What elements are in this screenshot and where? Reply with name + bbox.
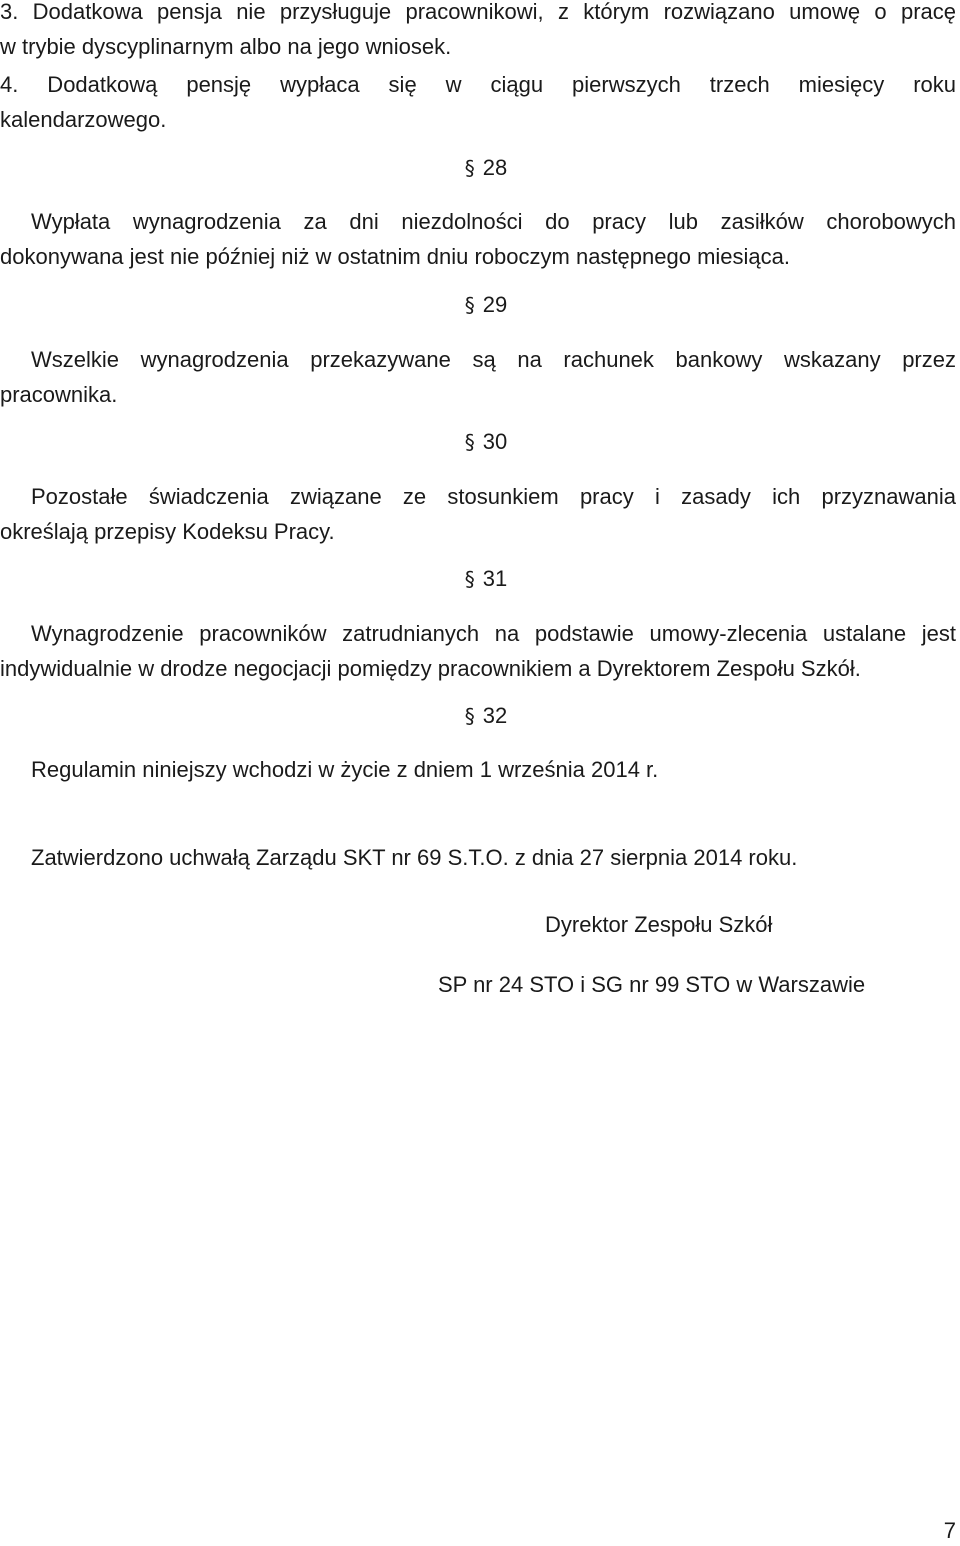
section-heading-28 xyxy=(0,153,960,183)
list-item-4 xyxy=(0,67,956,137)
section-30-line-1: Pozostałe świadczenia związane ze stosunkiem pracy i zasady ich przyznawania xyxy=(31,484,956,509)
section-31-text xyxy=(0,616,956,686)
signature-title: Dyrektor Zespołu Szkół xyxy=(545,912,773,937)
section-28-line-2: dokonywana jest nie później niż w ostatnim dniu roboczym następnego miesiąca. xyxy=(0,244,790,269)
section-heading-30 xyxy=(0,427,960,457)
list-item-4-line-2: kalendarzowego. xyxy=(0,107,167,132)
section-number: 30 xyxy=(482,429,508,454)
section-sign-icon: § xyxy=(464,156,475,180)
section-32-text: Regulamin niniejszy wchodzi w życie z dniem 1 września 2014 r. xyxy=(31,757,659,782)
list-item-3 xyxy=(0,0,956,64)
list-item-4-line-1: 4. Dodatkową pensję wypłaca się w ciągu pierwszych trzech miesięcy roku xyxy=(0,72,956,97)
list-item-3-line-1: 3. Dodatkowa pensja nie przysługuje pracownikowi, z którym rozwiązano umowę o pracę xyxy=(0,0,956,24)
section-heading-29 xyxy=(0,290,960,320)
section-heading-31 xyxy=(0,564,960,594)
section-number: 31 xyxy=(482,566,508,591)
section-30-text xyxy=(0,479,956,549)
section-29-line-1: Wszelkie wynagrodzenia przekazywane są na rachunek bankowy wskazany przez xyxy=(31,347,956,372)
section-28-text xyxy=(0,204,956,274)
section-number: 29 xyxy=(482,292,508,317)
section-sign-icon: § xyxy=(464,430,475,454)
section-number: 32 xyxy=(482,703,508,728)
section-29-line-2: pracownika. xyxy=(0,382,118,407)
section-30-line-2: określają przepisy Kodeksu Pracy. xyxy=(0,519,335,544)
approval-statement: Zatwierdzono uchwałą Zarządu SKT nr 69 S.T.O. z dnia 27 sierpnia 2014 roku. xyxy=(31,845,798,870)
page-number: 7 xyxy=(943,1518,956,1543)
section-sign-icon: § xyxy=(464,567,475,591)
section-number: 28 xyxy=(482,155,508,180)
section-31-line-2: indywidualnie w drodze negocjacji pomiędzy pracownikiem a Dyrektorem Zespołu Szkół. xyxy=(0,656,861,681)
signature-school: SP nr 24 STO i SG nr 99 STO w Warszawie xyxy=(438,972,866,997)
list-item-3-line-2: w trybie dyscyplinarnym albo na jego wniosek. xyxy=(0,34,452,59)
section-heading-32 xyxy=(0,701,960,731)
section-sign-icon: § xyxy=(464,293,475,317)
section-29-text xyxy=(0,342,956,412)
section-28-line-1: Wypłata wynagrodzenia za dni niezdolności do pracy lub zasiłków chorobowych xyxy=(31,209,956,234)
section-31-line-1: Wynagrodzenie pracowników zatrudnianych na podstawie umowy-zlecenia ustalane jest xyxy=(31,621,956,646)
section-sign-icon: § xyxy=(464,704,475,728)
